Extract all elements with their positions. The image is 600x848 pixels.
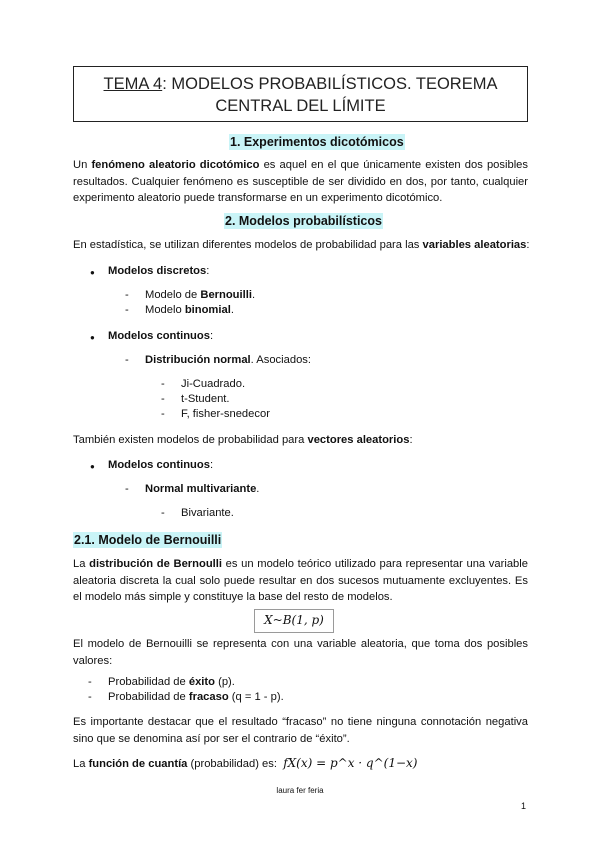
continuos2-label: Modelos continuos [108,459,210,471]
title-box [73,66,528,122]
fracaso-paragraph: Es importante destacar que el resultado “fracaso” no tiene ninguna connotación negativa sino que se denomina así por ser el contrario de “éxito”. [73,716,528,745]
section1-heading: 1. Experimentos dicotómicos [230,135,404,149]
normal-bold: Distribución normal [145,354,251,366]
page-number: 1 [521,801,527,811]
continuos2-colon: : [209,459,214,471]
footer-author: laura fer feria [276,786,324,795]
bullet-continuos [108,329,213,344]
s2-intro-bold: variables aleatorias [422,239,527,251]
assoc-item: - F, fisher-snedecor [181,407,270,422]
fracaso-bold: fracaso [188,691,229,703]
exito-post: (p). [214,676,235,688]
p1-bold: distribución de Bernoulli [89,558,222,570]
normal-post: . Asociados: [250,354,311,366]
multi-post: . [256,483,260,495]
title-text: : MODELOS PROBABILÍSTICOS. TEOREMA [162,75,498,93]
fracaso-post: (q = 1 - p). [228,691,284,703]
p1-post: es un modelo teórico utilizado para representar una variable aleatoria discreta la cual solo puede resultar en dos sucesos mutuamente excluyentes. Es el modelo más simple y constituye la base del resto de modelos. [73,558,528,603]
s1-text: Un [73,159,92,171]
discretos-label: Modelos discretos [108,265,207,277]
bern-post: . [251,289,256,301]
section21-heading: 2.1. Modelo de Bernouilli [74,533,222,547]
bullet-continuos2 [108,458,213,473]
dash-bernouilli [145,288,255,303]
p1-pre: La [73,558,90,570]
cuantia-line [73,756,418,772]
s2-intro-colon: : [526,239,530,251]
title-tema: TEMA 4 [103,75,163,93]
cuantia-bold: función de cuantía [88,758,188,770]
cuantia-pre: La [73,758,89,770]
cuantia-formula: fX(x) = p^x · q^(1−x) [283,756,418,770]
dash-bivariante: - Bivariante. [181,506,234,521]
continuos-label: Modelos continuos [108,330,210,342]
bern-pre: Modelo de [145,289,201,301]
assoc-item: - t-Student. [181,392,230,407]
dash-multivariante [145,482,259,497]
section1-paragraph [73,157,528,207]
vect-post: : [409,434,413,446]
s2-intro-text: En estadística, se utilizan diferentes modelos de probabilidad para las [73,239,423,251]
title-line2: CENTRAL DEL LÍMITE [215,97,386,115]
bernoulli-formula: X~B(1, p) [254,609,334,633]
binom-pre: Modelo [145,304,185,316]
s1-bold: fenómeno aleatorio dicotómico [91,159,260,171]
vectores-intro [73,433,413,448]
bern-bold: Bernouilli [200,289,252,301]
cuantia-post: (probabilidad) es: [187,758,277,770]
bullet-discretos [108,264,209,279]
s1-text2: es aquel en el que únicamente existen dos posibles resultados. Cualquier fenómeno es susceptible de ser dividido en dos, por tanto, cualquier experimento aleatorio puede transformarse en un experimento dicotómico. [73,159,528,204]
binom-bold: binomial [184,304,231,316]
dash-fracaso [108,690,284,705]
section2-intro [73,238,530,253]
dash-normal [145,353,311,368]
model-paragraph: El modelo de Bernouilli se representa con una variable aleatoria, que toma dos posibles valores: [73,638,528,667]
assoc-item: - Ji-Cuadrado. [181,377,245,392]
multi-bold: Normal multivariante [145,483,257,495]
continuos-colon: : [209,330,214,342]
section2-heading: 2. Modelos probabilísticos [225,214,382,228]
discretos-colon: : [206,265,210,277]
fracaso-pre: Probabilidad de [108,691,189,703]
binom-post: . [230,304,234,316]
vect-bold: vectores aleatorios [307,434,410,446]
exito-bold: éxito [188,676,215,688]
bernoulli-paragraph [73,556,528,606]
vect-pre: También existen modelos de probabilidad para [73,434,308,446]
exito-pre: Probabilidad de [108,676,189,688]
dash-binomial [145,303,234,318]
dash-exito [108,675,235,690]
